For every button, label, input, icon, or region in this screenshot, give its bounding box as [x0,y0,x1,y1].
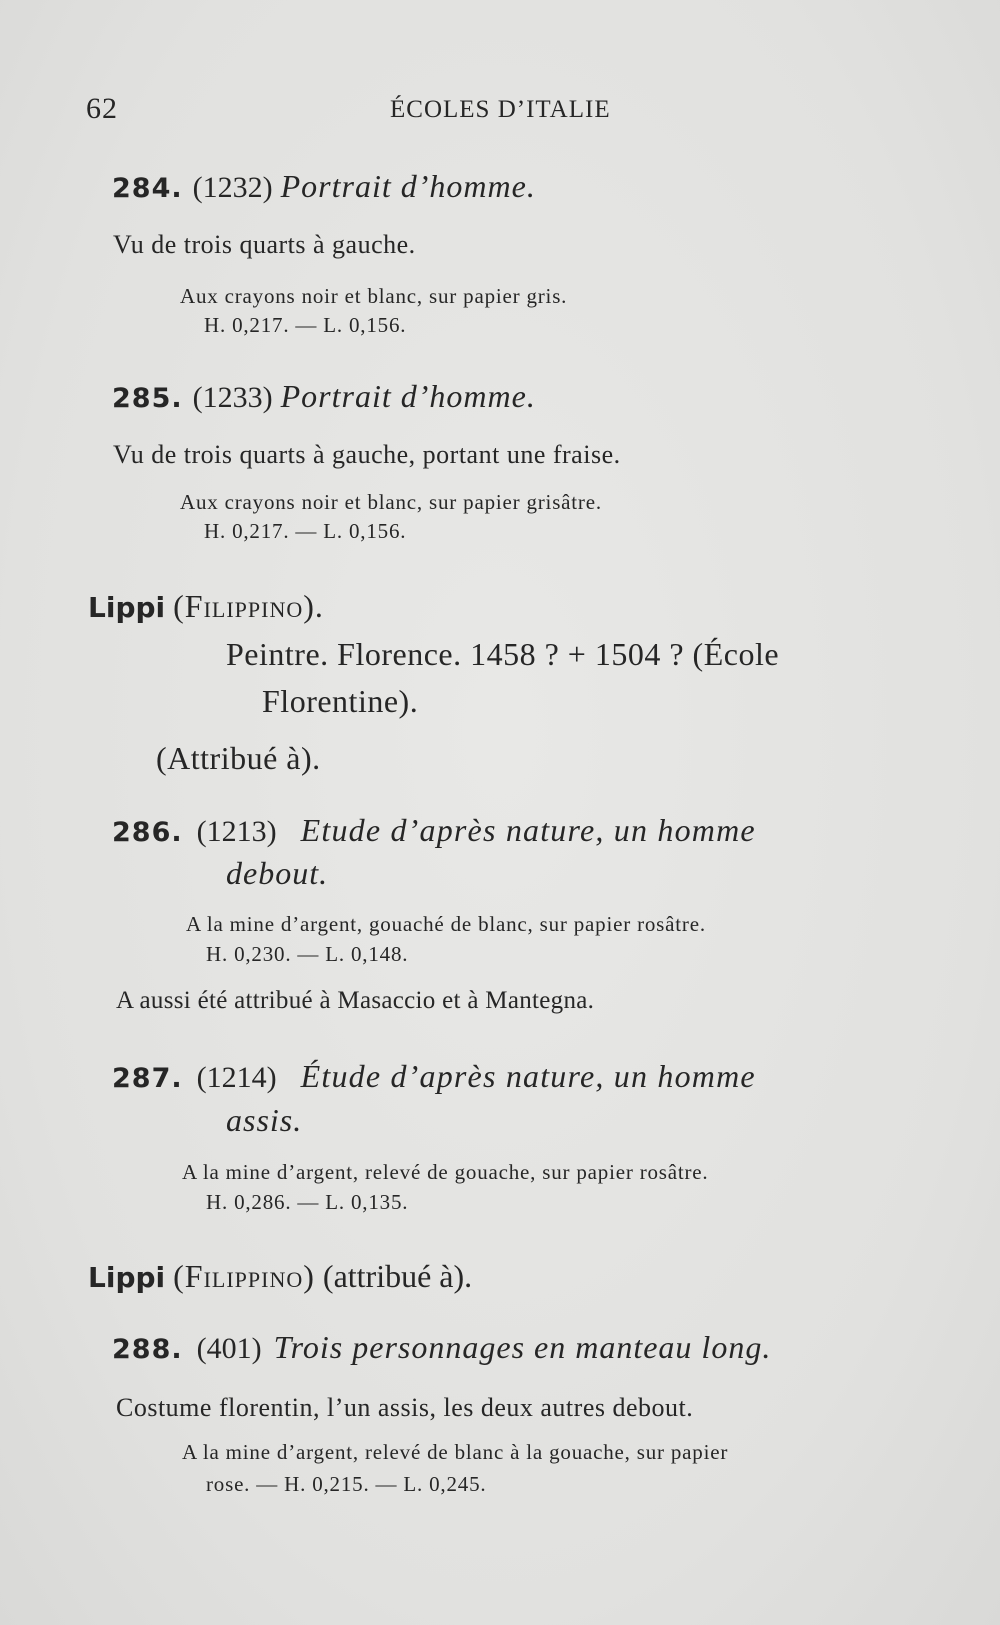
running-head: ÉCOLES D’ITALIE [390,96,611,123]
artist-biography-line: Peintre. Florence. 1458 ? + 1504 ? (École [226,636,780,672]
artist-heading [88,588,324,625]
inventory-number: (1233) [192,381,273,414]
entry-technique: Aux crayons noir et blanc, sur papier grisâtre. [180,490,602,514]
artist-biography-line: Florentine). [262,683,419,719]
artist-given-name: (Filippino). [173,588,324,624]
entry-284-heading [112,168,536,205]
entry-description: Vu de trois quarts à gauche. [113,230,416,259]
entry-technique: Aux crayons noir et blanc, sur papier gris. [180,284,568,308]
entry-title: Étude d’après nature, un homme [300,1058,756,1094]
entry-note: A aussi été attribué à Masaccio et à Mantegna. [116,987,595,1014]
entry-technique: A la mine d’argent, relevé de gouache, sur papier rosâtre. [182,1160,709,1184]
entry-dimensions: H. 0,230. — L. 0,148. [206,942,409,966]
artist-surname: Lippi [88,1261,166,1294]
entry-technique-continuation: rose. — H. 0,215. — L. 0,245. [206,1472,487,1496]
inventory-number: (401) [196,1332,262,1365]
entry-286-heading [112,812,756,849]
entry-285-heading [112,378,536,415]
entry-288-heading [112,1329,771,1366]
entry-title: Trois personnages en manteau long. [273,1329,772,1365]
inventory-number: (1213) [196,815,277,848]
entry-title: Portrait d’homme. [280,168,536,204]
entry-title: Portrait d’homme. [280,378,536,414]
page-number: 62 [86,92,118,125]
entry-technique: A la mine d’argent, gouaché de blanc, sur papier rosâtre. [186,912,706,936]
entry-dimensions: H. 0,286. — L. 0,135. [206,1190,409,1214]
entry-technique: A la mine d’argent, relevé de blanc à la gouache, sur papier [182,1440,729,1464]
entry-description: Costume florentin, l’un assis, les deux autres debout. [116,1393,694,1422]
entry-title-continuation: assis. [226,1102,303,1138]
entry-title-continuation: debout. [226,855,329,891]
entry-287-heading [112,1058,756,1095]
entry-dimensions: H. 0,217. — L. 0,156. [204,313,407,337]
entry-description: Vu de trois quarts à gauche, portant une fraise. [113,440,621,469]
artist-attribution: (attribué à). [322,1258,473,1294]
inventory-number: (1214) [196,1061,277,1094]
artist-attribution: (Attribué à). [156,740,321,776]
artist-surname: Lippi [88,591,166,624]
artist-given-name: (Filippino) [173,1258,315,1294]
entry-number: 288. [112,1334,183,1365]
entry-number: 285. [112,383,183,414]
entry-number: 286. [112,817,183,848]
entry-number: 287. [112,1063,183,1094]
artist-heading [88,1258,472,1295]
entry-title: Etude d’après nature, un homme [300,812,756,848]
entry-number: 284. [112,173,183,204]
inventory-number: (1232) [192,171,273,204]
entry-dimensions: H. 0,217. — L. 0,156. [204,519,407,543]
